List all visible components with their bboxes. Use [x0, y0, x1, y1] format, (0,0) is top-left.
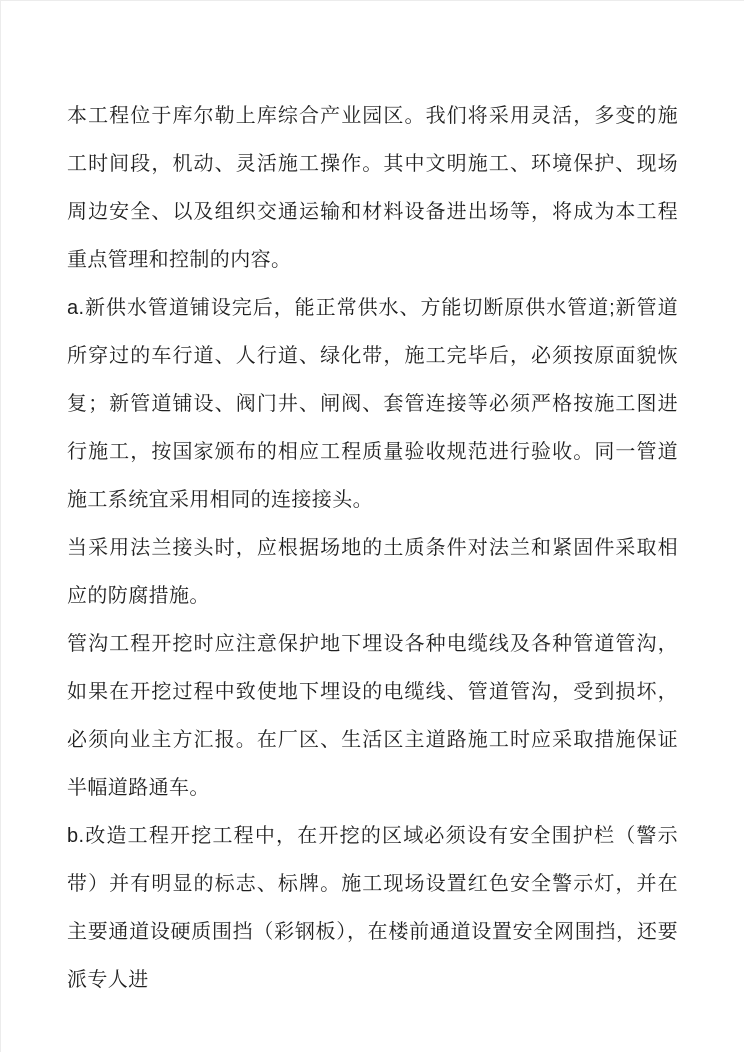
- paragraph-item-a: a.新供水管道铺设完后，能正常供水、方能切断原供水管道;新管道所穿过的车行道、人行道、绿化带，施工完毕后，必须按原面貌恢复；新管道铺设、阀门井、闸阀、套管连接等必须严格按施工图进行施工，按国家颁布的相应工程质量验收规范进行验收。同一管道施工系统宜采用相同的连接接头。: [67, 297, 678, 511]
- paragraph-trench-excavation: 管沟工程开挖时应注意保护地下埋设各种电缆线及各种管道管沟，如果在开挖过程中致使地下埋设的电缆线、管道管沟，受到损坏，必须向业主方汇报。在厂区、生活区主道路施工时应采取措施保证半幅道路通车。: [67, 633, 678, 799]
- paragraph-intro: 本工程位于库尔勒上库综合产业园区。我们将采用灵活，多变的施工时间段，机动、灵活施工操作。其中文明施工、环境保护、现场周边安全、以及组织交通运输和材料设备进出场等，将成为本工程重点管理和控制的内容。: [67, 105, 678, 271]
- paragraph-flange-joint: 当采用法兰接头时，应根据场地的土质条件对法兰和紧固件采取相应的防腐措施。: [67, 537, 678, 607]
- paragraph-item-b: b.改造工程开挖工程中，在开挖的区域必须设有安全围护栏（警示带）并有明显的标志、标牌。施工现场设置红色安全警示灯，并在主要通道设硬质围挡（彩钢板），在楼前通道设置安全网围挡，还要派专人进: [67, 825, 678, 991]
